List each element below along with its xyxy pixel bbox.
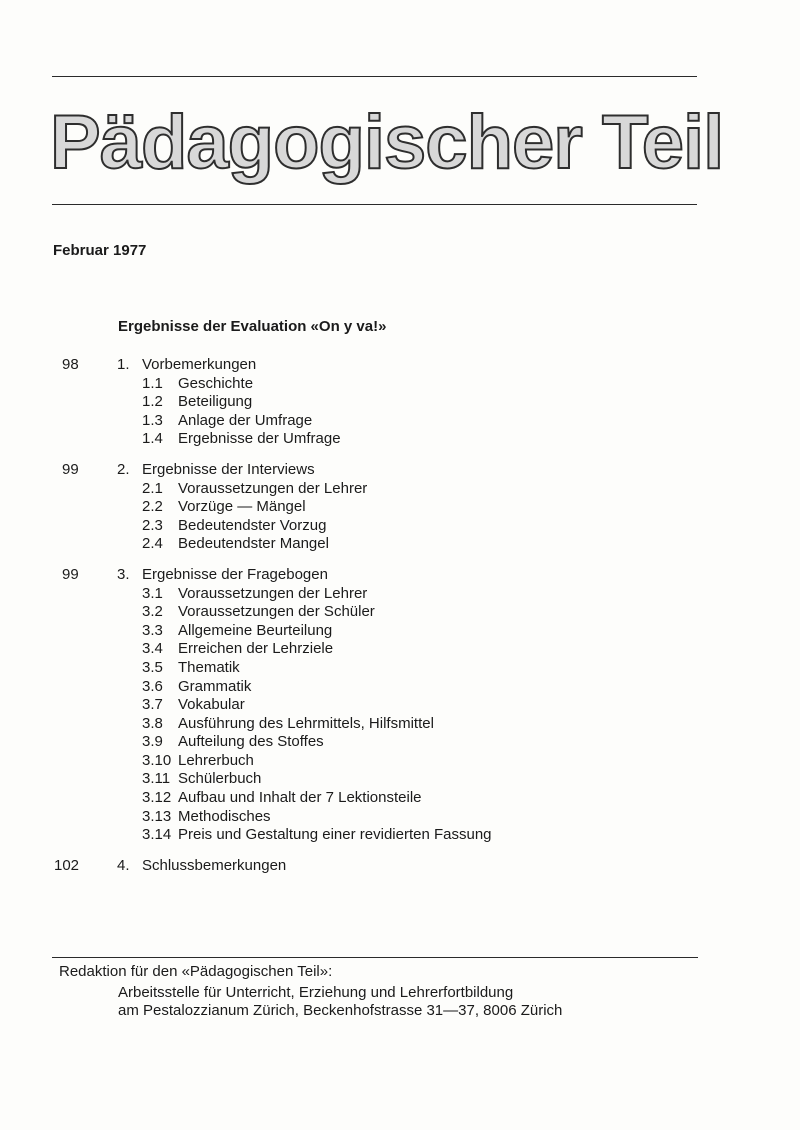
subsection-title: Grammatik (178, 677, 252, 695)
subsection-title: Vorzüge — Mängel (178, 498, 306, 516)
toc-section-row (0, 857, 800, 876)
top-rule (52, 76, 697, 77)
section-title: Schlussbemerkungen (142, 856, 287, 874)
subsection-number: 2.4 (142, 535, 163, 553)
toc-subsection-row (0, 375, 800, 394)
toc-subsection-row (0, 752, 800, 771)
subsection-number: 3.7 (142, 696, 163, 714)
subsection-number: 2.3 (142, 516, 163, 534)
toc-section (0, 461, 800, 554)
subsection-number: 3.8 (142, 714, 163, 732)
subsection-number: 3.12 (142, 789, 172, 807)
toc-subsection-row (0, 412, 800, 431)
subsection-number: 1.3 (142, 411, 163, 429)
subsection-number: 3.6 (142, 677, 163, 695)
section-title: Vorbemerkungen (142, 356, 257, 373)
section-number: 3. (117, 565, 130, 583)
subsection-number: 1.2 (142, 393, 163, 411)
toc-subsection-row (0, 696, 800, 715)
subsection-title: Anlage der Umfrage (178, 411, 313, 429)
subsection-title: Vokabular (178, 696, 245, 714)
toc-section (0, 566, 800, 845)
toc-subsection-row (0, 808, 800, 827)
page-number: 102 (54, 856, 80, 874)
toc-subsection-row (0, 585, 800, 604)
subsection-title: Ergebnisse der Umfrage (178, 430, 341, 448)
toc-subsection-row (0, 430, 800, 449)
issue-date: Februar 1977 (53, 242, 147, 259)
subsection-number: 3.4 (142, 640, 163, 658)
subsection-number: 3.1 (142, 584, 163, 602)
subsection-title: Voraussetzungen der Schüler (178, 603, 375, 621)
contents-heading: Ergebnisse der Evaluation «On y va!» (118, 318, 387, 335)
toc-subsection-row (0, 535, 800, 554)
subsection-number: 3.2 (142, 603, 163, 621)
subsection-number: 3.14 (142, 826, 172, 844)
toc-section (0, 857, 800, 876)
page-title: Pädagogischer Teil (50, 100, 724, 185)
subsection-title: Bedeutendster Vorzug (178, 516, 327, 534)
toc-subsection-row (0, 622, 800, 641)
toc-subsection-row (0, 603, 800, 622)
subsection-title: Allgemeine Beurteilung (178, 621, 333, 639)
page-number: 98 (62, 356, 79, 373)
section-title: Ergebnisse der Interviews (142, 460, 315, 478)
subsection-title: Voraussetzungen der Lehrer (178, 479, 368, 497)
subsection-title: Ausführung des Lehrmittels, Hilfsmittel (178, 714, 434, 732)
subsection-number: 3.3 (142, 621, 163, 639)
toc-subsection-row (0, 789, 800, 808)
subsection-number: 1.4 (142, 430, 163, 448)
section-number: 4. (117, 856, 130, 874)
toc-subsection-row (0, 678, 800, 697)
table-of-contents (0, 356, 800, 887)
subsection-title: Preis und Gestaltung einer revidierten Fassung (178, 826, 492, 844)
subsection-title: Geschichte (178, 374, 254, 392)
title-rule (52, 204, 697, 205)
toc-section-row (0, 566, 800, 585)
toc-section (0, 356, 800, 449)
toc-section-row (0, 461, 800, 480)
page-number: 99 (62, 565, 79, 583)
subsection-title: Bedeutendster Mangel (178, 535, 329, 553)
editorial-label: Redaktion für den «Pädagogischen Teil»: (59, 963, 333, 980)
subsection-title: Methodisches (178, 807, 271, 825)
subsection-number: 3.13 (142, 807, 172, 825)
subsection-number: 3.11 (142, 770, 171, 788)
subsection-title: Thematik (178, 658, 240, 676)
subsection-number: 3.10 (142, 751, 172, 769)
subsection-number: 2.1 (142, 479, 163, 497)
toc-subsection-row (0, 715, 800, 734)
toc-subsection-row (0, 480, 800, 499)
subsection-number: 1.1 (142, 374, 163, 392)
subsection-title: Lehrerbuch (178, 751, 254, 769)
subsection-number: 3.5 (142, 658, 163, 676)
toc-subsection-row (0, 659, 800, 678)
toc-subsection-row (0, 393, 800, 412)
toc-section-row (0, 356, 800, 375)
subsection-title: Voraussetzungen der Lehrer (178, 584, 368, 602)
section-number: 1. (117, 356, 130, 373)
toc-subsection-row (0, 517, 800, 536)
subsection-title: Schülerbuch (178, 770, 262, 788)
toc-subsection-row (0, 733, 800, 752)
editorial-address-line-1: Arbeitsstelle für Unterricht, Erziehung und Lehrerfortbildung (118, 984, 514, 1001)
subsection-number: 3.9 (142, 733, 163, 751)
toc-subsection-row (0, 498, 800, 517)
toc-subsection-row (0, 640, 800, 659)
toc-subsection-row (0, 770, 800, 789)
page-number: 99 (62, 460, 79, 478)
subsection-number: 2.2 (142, 498, 163, 516)
subsection-title: Aufteilung des Stoffes (178, 733, 324, 751)
subsection-title: Erreichen der Lehrziele (178, 640, 334, 658)
section-number: 2. (117, 460, 130, 478)
section-title: Ergebnisse der Fragebogen (142, 565, 328, 583)
subsection-title: Aufbau und Inhalt der 7 Lektionsteile (178, 789, 422, 807)
footer-rule (52, 957, 698, 958)
subsection-title: Beteiligung (178, 393, 253, 411)
editorial-address-line-2: am Pestalozzianum Zürich, Beckenhofstrasse 31—37, 8006 Zürich (118, 1002, 563, 1019)
toc-subsection-row (0, 826, 800, 845)
